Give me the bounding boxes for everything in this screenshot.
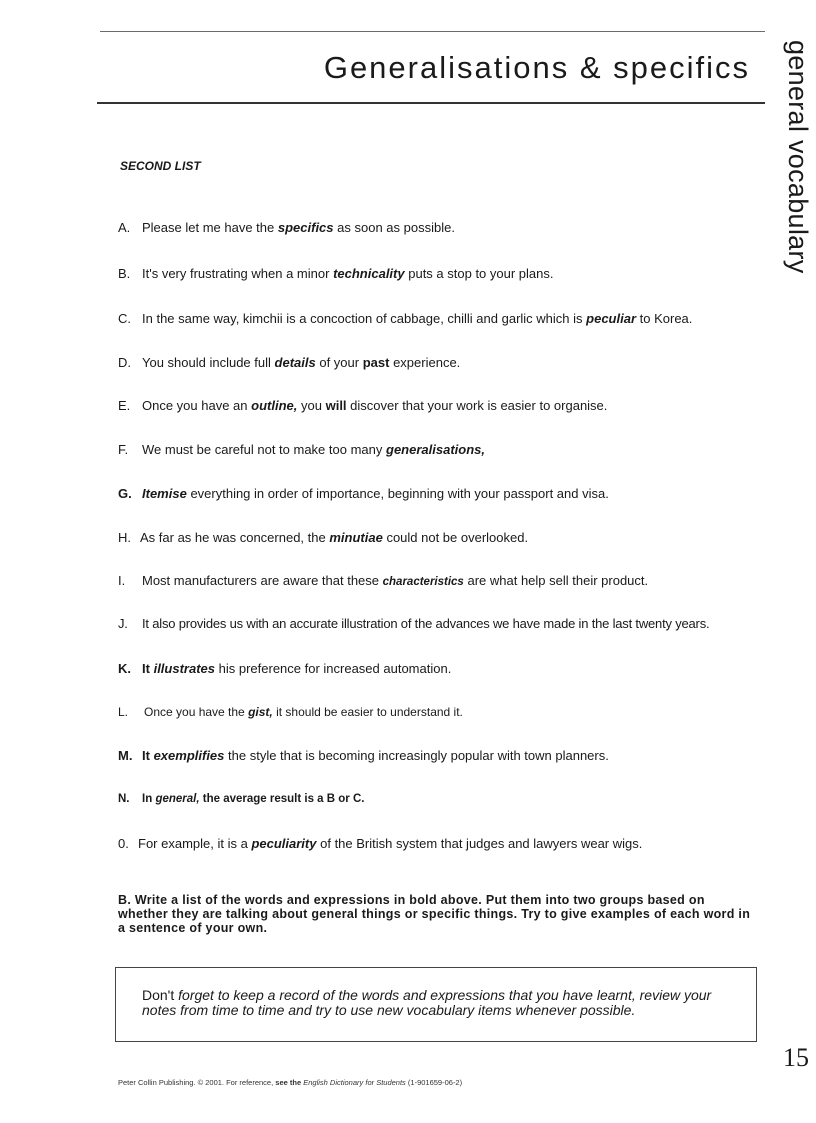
keyword: illustrates (153, 661, 215, 676)
sentence-text: Most manufacturers are aware that these (142, 573, 380, 588)
sentence-text: Once you have an (142, 398, 248, 413)
sentence-text: As far as he was concerned, the (140, 530, 326, 545)
sentence-text: the style that is becoming increasingly popular with town planners. (228, 748, 609, 763)
section-side-label: general vocabulary (783, 40, 813, 274)
sentence-k (118, 661, 451, 676)
keyword: peculiarity (251, 836, 317, 851)
keyword: outline, (251, 398, 298, 413)
sentence-lead: In (142, 793, 153, 805)
tip-box (115, 967, 757, 1042)
keyword: characteristics (382, 576, 464, 588)
sentence-text: In the same way, kimchii is a concoction of cabbage, chilli and garlic which is (142, 311, 583, 326)
sentence-text: the average result is a B or C. (202, 793, 365, 805)
tip-body: forget to keep a record of the words and expressions that you have learnt, review your notes from time to time and try to use new vocabulary items whenever possible. (142, 987, 712, 1018)
keyword: will (325, 398, 347, 413)
sentence-text: Once you have the (144, 705, 245, 719)
footer-isbn: (1-901659-06-2) (407, 1078, 463, 1087)
exercise-instruction: B. Write a list of the words and expressions in bold above. Put them into two groups based on whether they are talking about general things or specific things. Try to give examples of each word in a sentence of your own. (118, 893, 751, 935)
sentence-letter: B. (118, 266, 131, 281)
sentence-text: you (301, 398, 322, 413)
sentence-text: You should include full (142, 355, 271, 370)
sentence-letter: A. (118, 220, 131, 235)
sentence-letter: J. (118, 616, 128, 631)
sentence-text: could not be overlooked. (386, 530, 529, 545)
title-rule (97, 102, 765, 104)
sentence-h (118, 530, 528, 545)
sentence-lead: It (142, 748, 150, 763)
sentence-letter: I. (118, 573, 126, 588)
keyword: technicality (333, 266, 405, 281)
sentence-text: It also provides us with an accurate illustration of the advances we have made in the last twenty years. (142, 616, 710, 631)
sentence-text: We must be careful not to make too many (142, 442, 383, 457)
sentence-text: of the British system that judges and lawyers wear wigs. (320, 836, 643, 851)
keyword: peculiar (586, 311, 637, 326)
sentence-text: It's very frustrating when a minor (142, 266, 330, 281)
sentence-g (118, 486, 609, 501)
sentence-text: puts a stop to your plans. (408, 266, 554, 281)
sentence-letter: C. (118, 311, 131, 326)
sentence-letter: F. (118, 442, 129, 457)
sentence-text: of your (319, 355, 360, 370)
sentence-text: discover that your work is easier to organise. (350, 398, 608, 413)
sentence-j (118, 616, 709, 631)
sentence-lead: It (142, 661, 150, 676)
sentence-text: experience. (393, 355, 461, 370)
page-title: Generalisations & specifics (323, 50, 750, 85)
tip-lead: Don't (142, 987, 175, 1003)
sentence-text: Please let me have the (142, 220, 275, 235)
sentence-letter: L. (118, 705, 129, 719)
keyword: specifics (277, 220, 334, 235)
footer-see: see the (275, 1078, 302, 1087)
sentence-text: his preference for increased automation. (218, 661, 452, 676)
keyword: Itemise (142, 486, 187, 501)
page-number: 15 (783, 1043, 809, 1072)
sentence-i (118, 573, 648, 588)
sentence-a (118, 220, 455, 235)
sentence-l (118, 705, 463, 719)
sentence-f (118, 442, 485, 457)
keyword: generalisations, (386, 442, 485, 457)
top-rule (100, 31, 765, 32)
keyword: gist, (248, 705, 273, 719)
footer (118, 1078, 462, 1087)
footer-book: English Dictionary for Students (303, 1078, 406, 1087)
tip-text (142, 988, 742, 1018)
sentence-e (118, 398, 607, 413)
sentence-letter: H. (118, 530, 131, 545)
sentence-text: to Korea. (639, 311, 693, 326)
keyword: past (362, 355, 390, 370)
footer-publisher: Peter Collin Publishing. © 2001. For reference, (118, 1078, 274, 1087)
sentence-letter: 0. (118, 836, 129, 851)
sentence-n (118, 793, 364, 805)
sentence-letter: E. (118, 398, 131, 413)
sentence-text: For example, it is a (138, 836, 248, 851)
sentence-b (118, 266, 554, 281)
sentence-d (118, 355, 460, 370)
keyword: minutiae (329, 530, 383, 545)
sentence-text: are what help sell their product. (467, 573, 649, 588)
sentence-letter: M. (118, 748, 133, 763)
sentence-c (118, 311, 692, 326)
sentence-text: it should be easier to understand it. (276, 705, 463, 719)
sentence-letter: G. (118, 486, 132, 501)
sentence-m (118, 748, 609, 763)
keyword: details (274, 355, 316, 370)
list-heading: SECOND LIST (120, 159, 201, 173)
sentence-text: everything in order of importance, beginning with your passport and visa. (190, 486, 609, 501)
keyword: general, (155, 793, 200, 805)
keyword: exemplifies (153, 748, 225, 763)
sentence-letter: N. (118, 793, 130, 805)
sentence-letter: D. (118, 355, 131, 370)
sentence-0 (118, 836, 642, 851)
sentence-text: as soon as possible. (337, 220, 455, 235)
sentence-letter: K. (118, 661, 131, 676)
